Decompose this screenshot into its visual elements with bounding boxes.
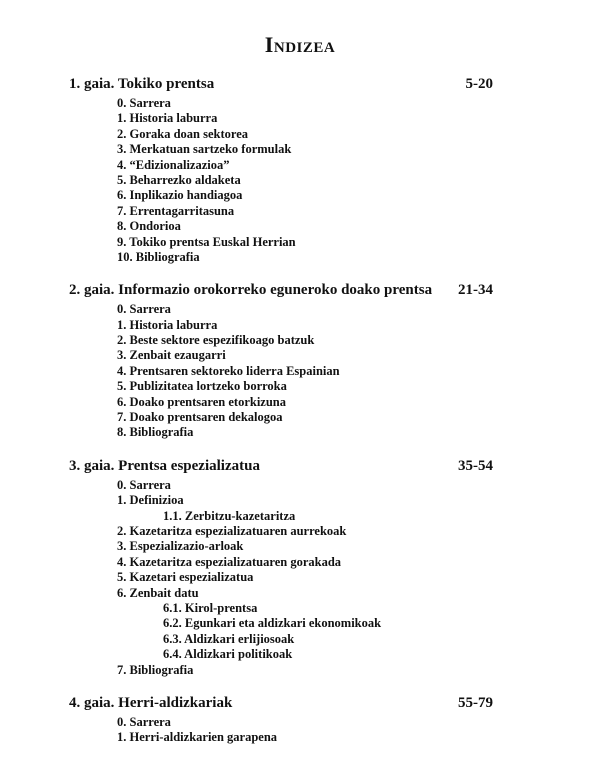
toc-subsection-item: 1.1. Zerbitzu-kazetaritza (163, 508, 296, 523)
toc-section-item: 5. Beharrezko aldaketa (117, 172, 241, 187)
toc-section-item: 8. Ondorioa (117, 219, 181, 234)
chapter-title: 2. gaia. Informazio orokorreko eguneroko doako prentsa (69, 282, 433, 299)
chapter-heading (69, 76, 509, 96)
toc-section-item: 0. Sarrera (117, 302, 171, 317)
toc-subsection-item: 6.2. Egunkari eta aldizkari ekonomikoak (163, 616, 382, 631)
toc-section-item: 4. Kazetaritza espezializatuaren gorakada (117, 554, 342, 569)
page-title: Indizea (264, 32, 336, 57)
chapter-section (69, 76, 509, 265)
toc-section-item: 1. Historia laburra (117, 317, 218, 332)
toc-section-item: 6. Zenbait datu (117, 585, 199, 600)
toc-section-item: 0. Sarrera (117, 477, 171, 492)
chapter-section (69, 695, 509, 746)
toc-section-item: 10. Bibliografia (117, 249, 200, 264)
toc-subsection-item: 6.4. Aldizkari politikoak (163, 647, 293, 662)
toc-section-item: 2. Beste sektore espezifikoago batzuk (117, 333, 315, 348)
toc-section-item: 2. Kazetaritza espezializatuaren aurrekoak (117, 523, 347, 538)
toc-section-item: 7. Doako prentsaren dekalogoa (117, 410, 283, 425)
toc-section-item: 7. Bibliografia (117, 662, 194, 677)
chapter-section (69, 458, 509, 678)
chapter-page-range: 55-79 (458, 694, 493, 711)
toc-section-item: 5. Publizitatea lortzeko borroka (117, 379, 287, 394)
toc-section-item: 4. Prentsaren sektoreko liderra Espainian (117, 363, 340, 378)
chapter-title: 3. gaia. Prentsa espezializatua (69, 457, 260, 474)
toc-section-item: 3. Espezializazio-arloak (117, 539, 244, 554)
toc-section-item: 2. Goraka doan sektorea (117, 126, 249, 141)
toc-section-item: 0. Sarrera (117, 96, 171, 110)
toc-section-item: 3. Merkatuan sartzeko formulak (117, 142, 292, 157)
toc-section-item: 1. Herri-aldizkarien garapena (117, 730, 278, 745)
toc-section-item: 6. Doako prentsaren etorkizuna (117, 394, 286, 409)
table-of-contents (69, 76, 509, 763)
toc-section-item: 5. Kazetari espezializatua (117, 570, 254, 585)
chapter-page-range: 35-54 (458, 457, 493, 474)
chapter-heading (69, 458, 509, 478)
chapter-title: 4. gaia. Herri-aldizkariak (69, 694, 233, 711)
chapter-page-range: 21-34 (458, 282, 493, 299)
toc-section-item: 7. Errentagarritasuna (117, 203, 235, 218)
toc-section-item: 4. “Edizionalizazioa” (117, 157, 230, 172)
toc-subsection-item: 6.1. Kirol-prentsa (163, 600, 258, 615)
toc-section-item: 1. Historia laburra (117, 111, 218, 126)
chapter-heading (69, 282, 509, 302)
chapter-heading (69, 695, 509, 715)
toc-section-item: 8. Bibliografia (117, 425, 194, 440)
toc-section-item: 9. Tokiko prentsa Euskal Herrian (117, 234, 296, 249)
chapter-page-range: 5-20 (465, 76, 493, 92)
toc-section-item: 0. Sarrera (117, 714, 171, 729)
toc-section-item: 1. Definizioa (117, 493, 184, 508)
toc-section-item: 3. Zenbait ezaugarri (117, 348, 226, 363)
toc-section-item: 6. Inplikazio handiagoa (117, 188, 243, 203)
chapter-title: 1. gaia. Tokiko prentsa (69, 76, 215, 92)
chapter-section (69, 282, 509, 441)
toc-subsection-item: 6.3. Aldizkari erlijiosoak (163, 631, 295, 646)
